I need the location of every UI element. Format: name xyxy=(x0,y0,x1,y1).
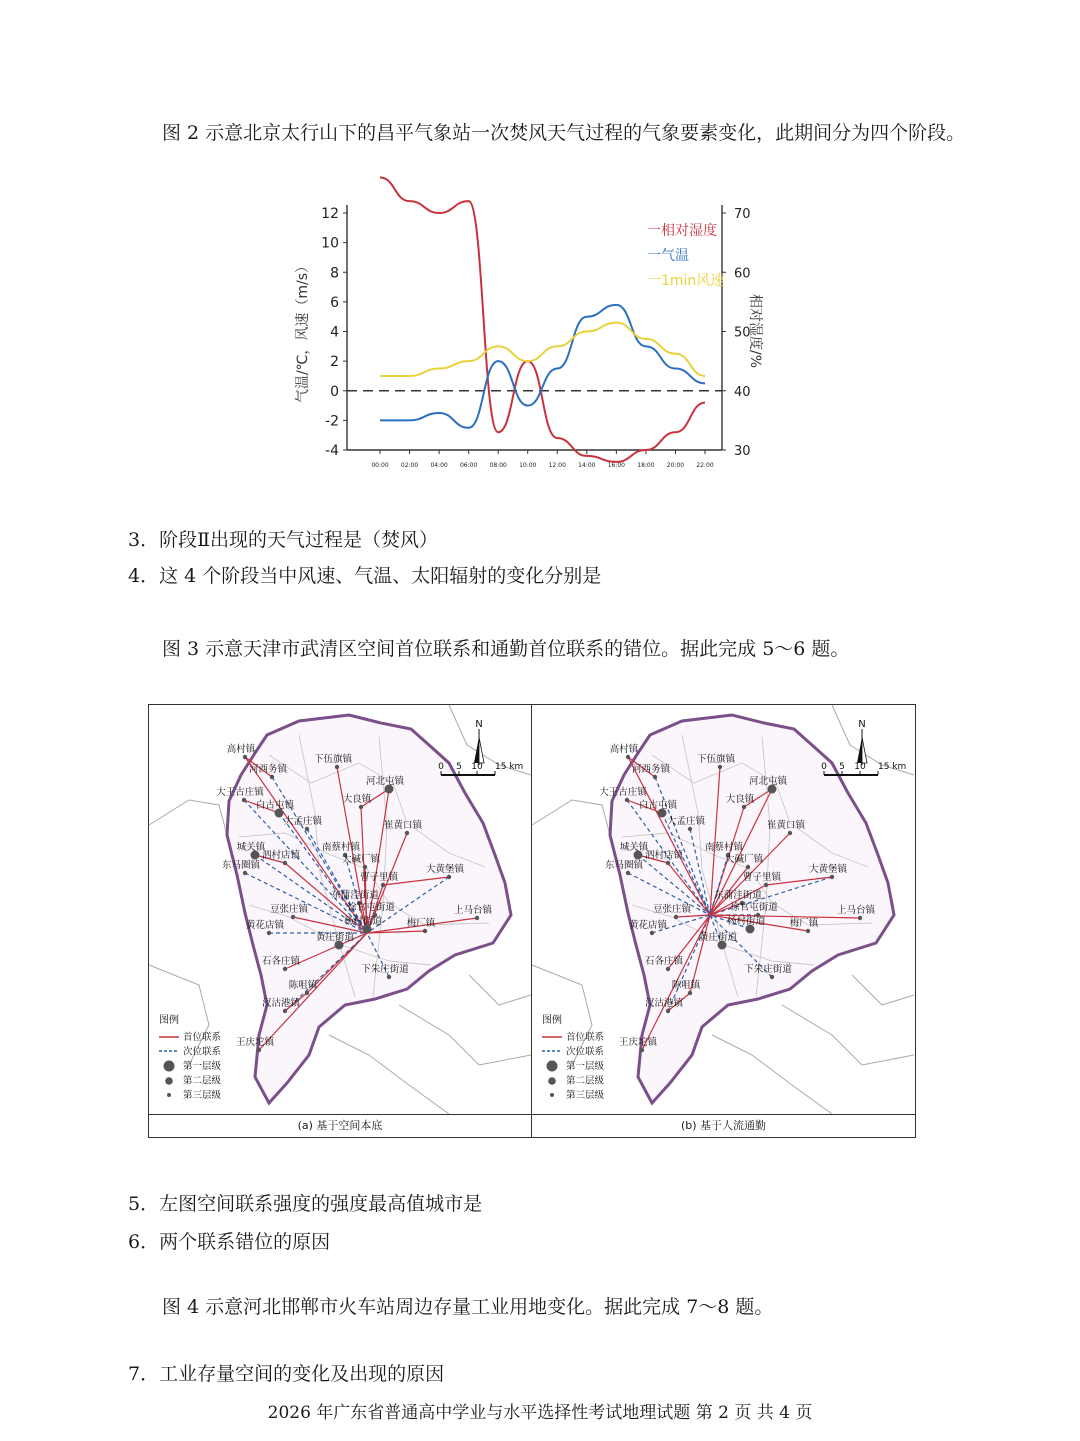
town-node xyxy=(291,915,295,919)
town-node xyxy=(653,775,657,779)
legend-label: 首位联系 xyxy=(183,1032,222,1043)
caption-b: (b) 基于人流通勤 xyxy=(532,1114,915,1137)
x-tick-label: 06:00 xyxy=(459,462,478,469)
question-5: 5．左图空间联系强度的强度最高值城市是 xyxy=(128,1193,483,1215)
town-label: 陈咀镇 xyxy=(288,980,318,991)
north-label: N xyxy=(858,719,866,730)
x-tick-label: 02:00 xyxy=(400,462,419,469)
fig2-intro: 图 2 示意北京太行山下的昌平气象站一次焚风天气过程的气象要素变化，此期间分为四个阶段。 xyxy=(162,122,966,144)
town-label: 大良镇 xyxy=(725,794,755,805)
series-line xyxy=(380,177,705,461)
town-label: 石各庄镇 xyxy=(644,956,684,967)
town-node xyxy=(359,805,363,809)
town-node xyxy=(666,967,670,971)
town-label: 高村镇 xyxy=(226,744,256,755)
town-node xyxy=(242,798,246,802)
series-line xyxy=(380,323,705,376)
town-label: 大碱厂镇 xyxy=(341,854,381,865)
town-label: 曹子里镇 xyxy=(742,872,782,883)
town-label: 曹子里镇 xyxy=(359,872,399,883)
town-label: 高村镇 xyxy=(609,744,639,755)
town-label: 崔黄口镇 xyxy=(383,820,423,831)
legend-level3-dot xyxy=(550,1093,554,1097)
town-label: 梅厂镇 xyxy=(406,918,436,929)
town-label: 大良镇 xyxy=(342,794,372,805)
legend-label: 第三层级 xyxy=(566,1090,605,1101)
x-tick-label: 16:00 xyxy=(607,462,626,469)
left-tick-label: 4 xyxy=(330,324,339,341)
town-label: 上马台镇 xyxy=(453,905,493,916)
legend-entry: 一相对湿度 xyxy=(647,223,717,239)
north-label: N xyxy=(475,719,483,730)
town-label: 黄花店镇 xyxy=(628,920,668,931)
town-node xyxy=(650,931,654,935)
legend-level3-dot xyxy=(167,1093,171,1097)
x-tick-label: 08:00 xyxy=(489,462,507,469)
town-node xyxy=(626,871,630,875)
town-label: 王庆坨镇 xyxy=(235,1037,275,1048)
town-label: 河北屯镇 xyxy=(748,776,788,787)
scale-label: 10 xyxy=(471,762,483,772)
x-tick-label: 20:00 xyxy=(666,462,685,469)
scale-label: 10 xyxy=(854,762,866,772)
map-a xyxy=(149,705,531,1114)
series-line xyxy=(380,305,705,428)
town-label: 东蒲洼街道 xyxy=(714,890,762,901)
town-node xyxy=(283,1009,287,1013)
town-label: 黄庄街道 xyxy=(698,932,738,943)
town-label: 上马台镇 xyxy=(836,905,876,916)
town-label: 徐官屯街道 xyxy=(730,902,778,913)
legend-entry: 一1min风速 xyxy=(647,273,725,289)
town-node xyxy=(381,883,385,887)
right-tick-label: 40 xyxy=(734,384,751,400)
town-label: 王庆坨镇 xyxy=(618,1037,658,1048)
town-node xyxy=(283,861,287,865)
town-label: 杨村街道 xyxy=(343,916,383,927)
legend-label: 次位联系 xyxy=(566,1046,605,1058)
town-label: 白古屯镇 xyxy=(638,800,678,811)
town-label: 河西务镇 xyxy=(631,764,671,775)
town-label: 城关镇 xyxy=(619,842,649,853)
scale-label: 15 km xyxy=(878,762,907,772)
town-node xyxy=(335,765,339,769)
scale-label: 5 xyxy=(456,762,462,772)
town-node xyxy=(688,827,692,831)
town-node xyxy=(475,916,479,920)
legend-title: 图例 xyxy=(542,1015,562,1026)
town-node xyxy=(363,865,367,869)
town-label: 东马圈镇 xyxy=(221,860,261,871)
town-label: 徐官屯街道 xyxy=(347,902,395,913)
town-label: 下朱庄街道 xyxy=(744,964,792,975)
town-label: 南蔡村镇 xyxy=(704,842,744,853)
town-node xyxy=(830,875,834,879)
town-node xyxy=(257,1048,261,1052)
town-node xyxy=(387,975,391,979)
town-label: 大王古庄镇 xyxy=(599,787,647,798)
town-node xyxy=(305,827,309,831)
left-tick-label: 2 xyxy=(330,354,339,371)
legend-level2-dot xyxy=(548,1077,556,1085)
town-label: 汊沽港镇 xyxy=(261,998,301,1009)
town-label: 大碱厂镇 xyxy=(724,854,764,865)
town-node xyxy=(806,929,810,933)
town-node xyxy=(764,883,768,887)
legend-level1-dot xyxy=(164,1061,175,1072)
town-label: 大黄堡镇 xyxy=(425,864,465,875)
legend-entry: 一气温 xyxy=(647,248,689,264)
left-tick-label: 8 xyxy=(330,265,339,282)
question-3: 3．阶段Ⅱ出现的天气过程是（焚风） xyxy=(128,529,439,551)
left-tick-label: -2 xyxy=(325,413,339,430)
question-7: 7．工业存量空间的变化及出现的原因 xyxy=(128,1363,445,1385)
legend-label: 第一层级 xyxy=(183,1061,222,1072)
town-node xyxy=(718,765,722,769)
town-node xyxy=(305,991,309,995)
x-tick-label: 10:00 xyxy=(519,462,537,469)
town-label: 城关镇 xyxy=(236,842,266,853)
town-node xyxy=(788,831,792,835)
town-node xyxy=(746,865,750,869)
legend-level1-dot xyxy=(547,1061,558,1072)
x-tick-label: 22:00 xyxy=(696,462,714,469)
town-node xyxy=(626,755,630,759)
town-node xyxy=(447,875,451,879)
scale-label: 5 xyxy=(839,762,845,772)
town-label: 石各庄镇 xyxy=(261,956,301,967)
fig4-intro: 图 4 示意河北邯郸市火车站周边存量工业用地变化。据此完成 7～8 题。 xyxy=(162,1296,774,1318)
legend-label: 首位联系 xyxy=(566,1032,605,1043)
town-label: 大王古庄镇 xyxy=(216,787,264,798)
town-label: 崔黄口镇 xyxy=(766,820,806,831)
town-node xyxy=(666,861,670,865)
town-node xyxy=(243,871,247,875)
town-node xyxy=(270,775,274,779)
town-label: 东蒲洼街道 xyxy=(331,890,379,901)
left-axis-label: 气温/℃，风速（m/s） xyxy=(295,258,311,404)
left-tick-label: 0 xyxy=(330,383,339,400)
question-6: 6．两个联系错位的原因 xyxy=(128,1231,331,1253)
figure2-chart xyxy=(285,205,763,475)
town-label: 大黄堡镇 xyxy=(808,864,848,875)
town-node xyxy=(674,915,678,919)
legend-label: 次位联系 xyxy=(183,1046,222,1058)
town-label: 陈咀镇 xyxy=(671,980,701,991)
town-label: 南蔡村镇 xyxy=(321,842,361,853)
town-label: 豆张庄镇 xyxy=(269,904,309,915)
legend-label: 第三层级 xyxy=(183,1090,222,1101)
right-tick-label: 70 xyxy=(734,207,751,222)
x-tick-label: 12:00 xyxy=(548,462,566,469)
x-tick-label: 04:00 xyxy=(430,462,448,469)
scale-label: 0 xyxy=(438,762,444,772)
left-tick-label: 6 xyxy=(330,294,339,311)
town-label: 东马圈镇 xyxy=(604,860,644,871)
town-label: 泗村店镇 xyxy=(644,850,684,861)
town-node xyxy=(858,916,862,920)
town-label: 下伍旗镇 xyxy=(696,754,736,765)
right-axis-label: 相对湿度/% xyxy=(747,293,763,369)
town-label: 豆张庄镇 xyxy=(652,904,692,915)
fig3-intro: 图 3 示意天津市武清区空间首位联系和通勤首位联系的错位。据此完成 5～6 题。 xyxy=(162,638,850,660)
scale-label: 0 xyxy=(821,762,827,772)
town-label: 黄庄街道 xyxy=(315,932,355,943)
right-tick-label: 30 xyxy=(734,444,751,459)
town-node xyxy=(243,755,247,759)
town-label: 大孟庄镇 xyxy=(666,816,706,827)
x-tick-label: 18:00 xyxy=(637,462,655,469)
town-node xyxy=(283,967,287,971)
town-label: 下朱庄街道 xyxy=(361,964,409,975)
map-b xyxy=(532,705,915,1114)
town-node xyxy=(666,1009,670,1013)
town-label: 下伍旗镇 xyxy=(313,754,353,765)
town-label: 河西务镇 xyxy=(248,764,288,775)
legend-label: 第一层级 xyxy=(566,1061,605,1072)
left-tick-label: -4 xyxy=(325,443,339,459)
town-node xyxy=(267,931,271,935)
town-label: 梅厂镇 xyxy=(789,918,819,929)
legend-label: 第二层级 xyxy=(566,1075,605,1087)
left-tick-label: 10 xyxy=(321,235,339,252)
town-node xyxy=(640,1048,644,1052)
right-tick-label: 50 xyxy=(734,325,751,341)
town-label: 河北屯镇 xyxy=(365,776,405,787)
town-label: 泗村店镇 xyxy=(261,850,301,861)
town-label: 杨村街道 xyxy=(726,916,766,927)
town-node xyxy=(423,929,427,933)
town-label: 黄花店镇 xyxy=(245,920,285,931)
town-label: 大孟庄镇 xyxy=(283,816,323,827)
legend-level2-dot xyxy=(165,1077,173,1085)
scale-label: 15 km xyxy=(495,762,524,772)
town-label: 汊沽港镇 xyxy=(644,998,684,1009)
town-node xyxy=(688,991,692,995)
page-footer: 2026 年广东省普通高中学业与水平选择性考试地理试题 第 2 页 共 4 页 xyxy=(267,1403,813,1423)
x-tick-label: 00:00 xyxy=(371,462,389,469)
town-node xyxy=(625,798,629,802)
legend-label: 第二层级 xyxy=(183,1075,222,1087)
left-tick-label: 12 xyxy=(321,206,339,222)
town-label: 白古屯镇 xyxy=(255,800,295,811)
town-node xyxy=(405,831,409,835)
town-node xyxy=(770,975,774,979)
town-node xyxy=(742,805,746,809)
question-4: 4．这 4 个阶段当中风速、气温、太阳辐射的变化分别是 xyxy=(128,565,602,587)
legend-title: 图例 xyxy=(159,1015,179,1026)
x-tick-label: 14:00 xyxy=(578,462,596,469)
right-tick-label: 60 xyxy=(734,266,751,282)
caption-a: (a) 基于空间本底 xyxy=(149,1114,531,1137)
